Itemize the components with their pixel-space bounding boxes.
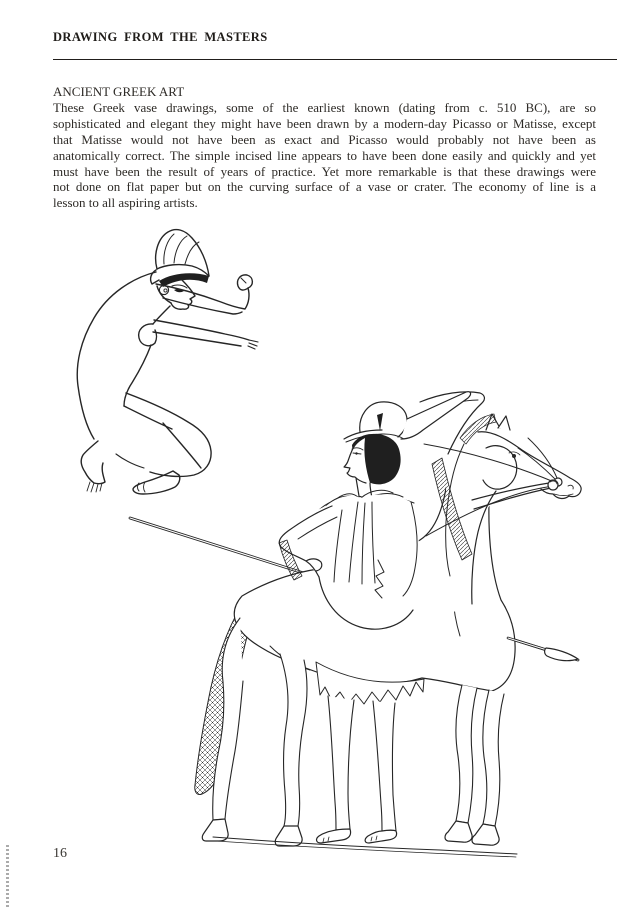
- paragraph-line: must have been the result of years of practice. Yet more remarkable is that these drawings were: [53, 163, 596, 179]
- section-heading: ANCIENT GREEK ART: [53, 84, 185, 99]
- header-rule: [53, 59, 617, 60]
- petasos-hat: [360, 402, 407, 437]
- body-paragraph: [53, 100, 596, 211]
- running-header: DRAWING FROM THE MASTERS: [53, 30, 268, 44]
- edge-microtext: [6, 845, 9, 907]
- horse-eye: [512, 454, 516, 458]
- youth-hand: [548, 480, 558, 490]
- vase-drawing-youth-and-horse: [120, 390, 632, 872]
- body-text-block: [53, 84, 596, 211]
- paragraph-line: These Greek vase drawings, some of the earliest known (dating from c. 510 BC), are so: [53, 99, 596, 115]
- paragraph-line: anatomically correct. The simple incised line appears to have been done easily and quickly and yet: [53, 147, 596, 163]
- paragraph-line: not done on flat paper but on the curving surface of a vase or crater. The economy of line is a: [53, 179, 596, 195]
- spear-tip: [545, 648, 578, 661]
- paragraph-line: lesson to all aspiring artists.: [53, 195, 198, 211]
- page-number: 16: [53, 846, 67, 861]
- paragraph-line: sophisticated and elegant they might have been drawn by a modern-day Picasso or Matisse, except: [53, 115, 596, 131]
- paragraph-line: that Matisse would not have been as exact and Picasso would probably not have been as: [53, 131, 596, 147]
